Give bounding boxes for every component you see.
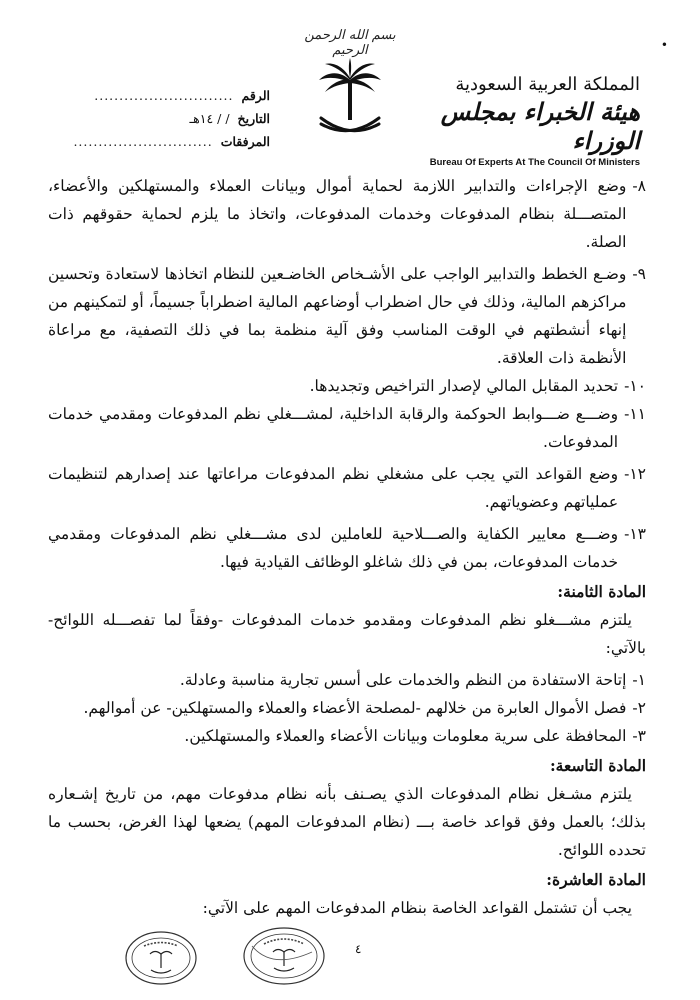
item-number: ٣-: [632, 727, 646, 745]
article-8-intro: يلتزم مشـــغلو نظم المدفوعات ومقدمو خدمات المدفوعات -وفقاً لما تفصـــله اللوائح- بالآتي:: [48, 611, 646, 657]
ref-number-value: ............................: [94, 88, 234, 103]
item-text: وضـــع ضـــوابط الحوكمة والرقابة الداخلية، لمشـــغلي نظم المدفوعات ومقدمي خدمات المدفوعات.: [48, 405, 619, 451]
attachments-value: ............................: [73, 134, 213, 149]
palm-and-swords-emblem-icon: [315, 58, 385, 148]
item-number: ٨-: [632, 177, 646, 195]
list-item: [48, 520, 646, 576]
item-text: وضـع الخطط والتدابير الواجب على الأشـخاص الخاضـعين للنظام اتخاذها لاستعادة وتحسين مراكزهم المالية، وذلك في حال اضطراب أوضاعهم المالية اضطراباً جسيماً، أو لتمكينهم من إنهاء أنشطتهم في الوقت المناسب وفق آلية منظمة بما في ذلك التصفية، مع مراعاة الأنظمة ذات العلاقة.: [48, 265, 627, 367]
item-text: فصل الأموال العابرة من خلالهم -لمصلحة الأعضاء والعملاء والمستهلكين- عن أموالهم.: [83, 699, 627, 717]
ref-number-row: [70, 84, 270, 107]
item-number: ١٣-: [624, 525, 646, 543]
article-9-heading: المادة التاسعة:: [549, 756, 646, 775]
attachments-label: المرفقات: [220, 134, 270, 149]
organization-letterhead: [410, 74, 640, 168]
official-stamp-icon: [242, 926, 326, 986]
ref-number-label: الرقم: [241, 88, 270, 103]
official-stamp-icon: [124, 930, 198, 986]
org-bureau-arabic: هيئة الخبراء بمجلس الوزراء: [440, 97, 640, 155]
list-item: [48, 460, 646, 516]
item-text: وضـــع معايير الكفاية والصـــلاحية للعاملين لدى مشـــغلي نظم المدفوعات ومقدمي خدمات المدفوعات، بمن في ذلك شاغلو الوظائف القيادية فيها.: [48, 525, 619, 571]
document-body: [48, 172, 646, 922]
corner-mark: •: [660, 38, 668, 52]
date-value: / / ١٤هـ: [189, 111, 230, 126]
org-kingdom: المملكة العربية السعودية: [455, 74, 640, 95]
item-text: وضع الإجراءات والتدابير اللازمة لحماية أموال وبيانات العملاء والمستهلكين والأعضاء، المتصـــلة بنظام المدفوعات وخدمات المدفوعات، واتخاذ ما يلزم لحماية حقوقهم ذات الصلة.: [48, 177, 627, 251]
item-number: ٩-: [632, 265, 646, 283]
item-number: ٢-: [632, 699, 646, 717]
list-item: [48, 694, 646, 722]
article-8-heading: المادة الثامنة:: [557, 582, 646, 601]
attachments-row: [70, 130, 270, 153]
item-number: ١-: [632, 671, 646, 689]
article-10-text: يجب أن تشتمل القواعد الخاصة بنظام المدفوعات المهم على الآتي:: [202, 899, 632, 917]
item-text: تحديد المقابل المالي لإصدار التراخيص وتجديدها.: [309, 377, 619, 395]
list-item: [48, 400, 646, 456]
list-item: [48, 172, 646, 256]
item-text: وضع القواعد التي يجب على مشغلي نظم المدفوعات مراعاتها عند إصدارهم لتنظيمات عملياتهم وعضوياتهم.: [48, 465, 619, 511]
page-number: ٤: [355, 942, 362, 956]
org-bureau-english: Bureau Of Experts At The Council Of Ministers: [429, 157, 640, 168]
article-10-heading: المادة العاشرة:: [546, 870, 646, 889]
date-label: التاريخ: [237, 111, 270, 126]
item-number: ١٢-: [624, 465, 646, 483]
date-row: [70, 107, 270, 130]
list-item: [48, 666, 646, 694]
list-item: [48, 372, 646, 400]
list-item: [48, 722, 646, 750]
list-item: [48, 260, 646, 372]
item-number: ١٠-: [624, 377, 646, 395]
basmala: بسم الله الرحمن الرحيم: [304, 28, 396, 58]
reference-block: [70, 84, 270, 153]
item-text: المحافظة على سرية معلومات وبيانات الأعضاء والعملاء والمستهلكين.: [184, 727, 627, 745]
item-text: إتاحة الاستفادة من النظم والخدمات على أسس تجارية مناسبة وعادلة.: [179, 671, 627, 689]
item-number: ١١-: [624, 405, 646, 423]
article-9-text: يلتزم مشـغل نظام المدفوعات الذي يصـنف بأنه نظام مدفوعات مهم، من تاريخ إشـعاره بذلك؛ بالعمل وفق قواعد خاصة بـــ (نظام المدفوعات المهم) يضعها لهذا الغرض، بحسب ما تحدده اللوائح.: [48, 785, 646, 859]
